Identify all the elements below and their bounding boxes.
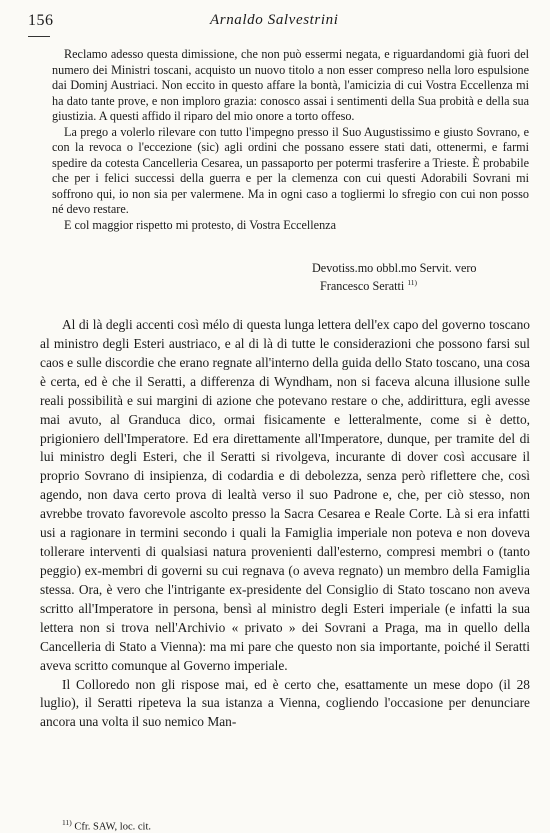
footnote-marker: 11) <box>62 818 72 827</box>
body-text <box>40 316 530 732</box>
letter-paragraph: La prego a volerlo rilevare con tutto l'impegno presso il Suo Augustissimo e giusto Sovrano, e con la revoca o l'eccezione (sic) agli ordini che possano essere stati dati, ottenermi, e farmi spedire da cotesta Cancelleria Cesarea, un passaporto per potermi trasferire a Trieste. È probabile che per i felici successi della guerra e per la clemenza con cui questi Adorabili Sovrani mi soffrono qui, io non sia per valermene. Ma in ogni caso a togliermi lo sfregio con cui non posso né devo restare. <box>52 124 529 217</box>
letter-paragraph: Reclamo adesso questa dimissione, che non può essermi negata, e riguardandomi già fuori del numero dei Ministri toscani, acquisto un nuovo titolo a non esser compreso nella loro espulsione dai Dominj Austriaci. Non eccito in questo affare la bontà, l'amicizia di cui Vostra Eccellenza mi ha dato tante prove, e non imploro grazia: conosco assai i sentimenti della Sua probità e della sua giustizia. A questi affido il riparo del mio onore a torto offeso. <box>52 47 529 124</box>
body-paragraph: Il Colloredo non gli rispose mai, ed è certo che, esattamente un mese dopo (il 28 luglio), il Seratti ripeteva la sua istanza a Vienna, cogliendo l'occasione per denunciare ancora una volta il suo nemico Man- <box>40 676 530 730</box>
letter-quotation <box>52 47 529 234</box>
running-title: Arnaldo Salvestrini <box>210 12 339 28</box>
letter-paragraph: E col maggior rispetto mi protesto, di Vostra Eccellenza <box>64 218 337 233</box>
signatory-name: Francesco Seratti <box>320 279 405 294</box>
page-number: 156 <box>28 12 54 29</box>
body-paragraph: Al di là degli accenti così mélo di questa lunga lettera dell'ex capo del governo toscano al ministro degli Esteri austriaco, e al di là di tutte le considerazioni che possono farsi sul caos e sulle discordie che erano regnate all'interno della guida dello Stato toscano, una cosa è certa, ed è che il Seratti, a differenza di Wyndham, non si faceva alcuna illusione sulle reali possibilità e sui margini di azione che potevano restare o che, addirittura, egli avesse mai avuto, al Granduca dico, ormai fisicamente e letteralmente, come si è detto, prigioniero dell'Imperatore. Ed era direttamente all'Imperatore, dunque, per tramite del di lui ministro degli Esteri, che il Seratti si rivolgeva, incurante di dover così accusare il proprio Sovrano di insipienza, di codardia e di debolezza, senza però riflettere che, così agendo, non dava certo prova di lealtà verso il suo Padrone e, che, per ciò stesso, non avrebbe trovato favorevole ascolto presso la Sacra Cesarea e Reale Corte. Là si era infatti usi a ragionare in termini secondo i quali la Famiglia imperiale non poteva e non doveva tollerare interventi di qualsiasi natura provenienti dall'esterno, compresi membri o (tanto peggio) ex-membri di governi su cui regnava (o aveva regnato) un membro della Famiglia stessa. Ora, è vero che l'intrigante ex-presidente del Consiglio di Stato toscano non aveva scritto all'Imperatore in persona, bensì al ministro degli Esteri imperiale (e infatti la sua lettera non si trova nell'Archivio « privato » dei Sovrani a Praga, ma in quello della Cancelleria di Stato a Vienna): ma mi pare che questo non sia importante, poiché il Seratti aveva scritto comunque al Governo imperiale. <box>40 317 530 673</box>
footnote-text: Cfr. SAW, loc. cit. <box>74 821 152 833</box>
letter-closing: Devotiss.mo obbl.mo Servit. vero <box>312 261 477 275</box>
footnote <box>62 818 151 833</box>
letter-signature <box>320 278 417 294</box>
footnote-reference: 11) <box>407 278 418 287</box>
header-rule <box>28 36 50 37</box>
